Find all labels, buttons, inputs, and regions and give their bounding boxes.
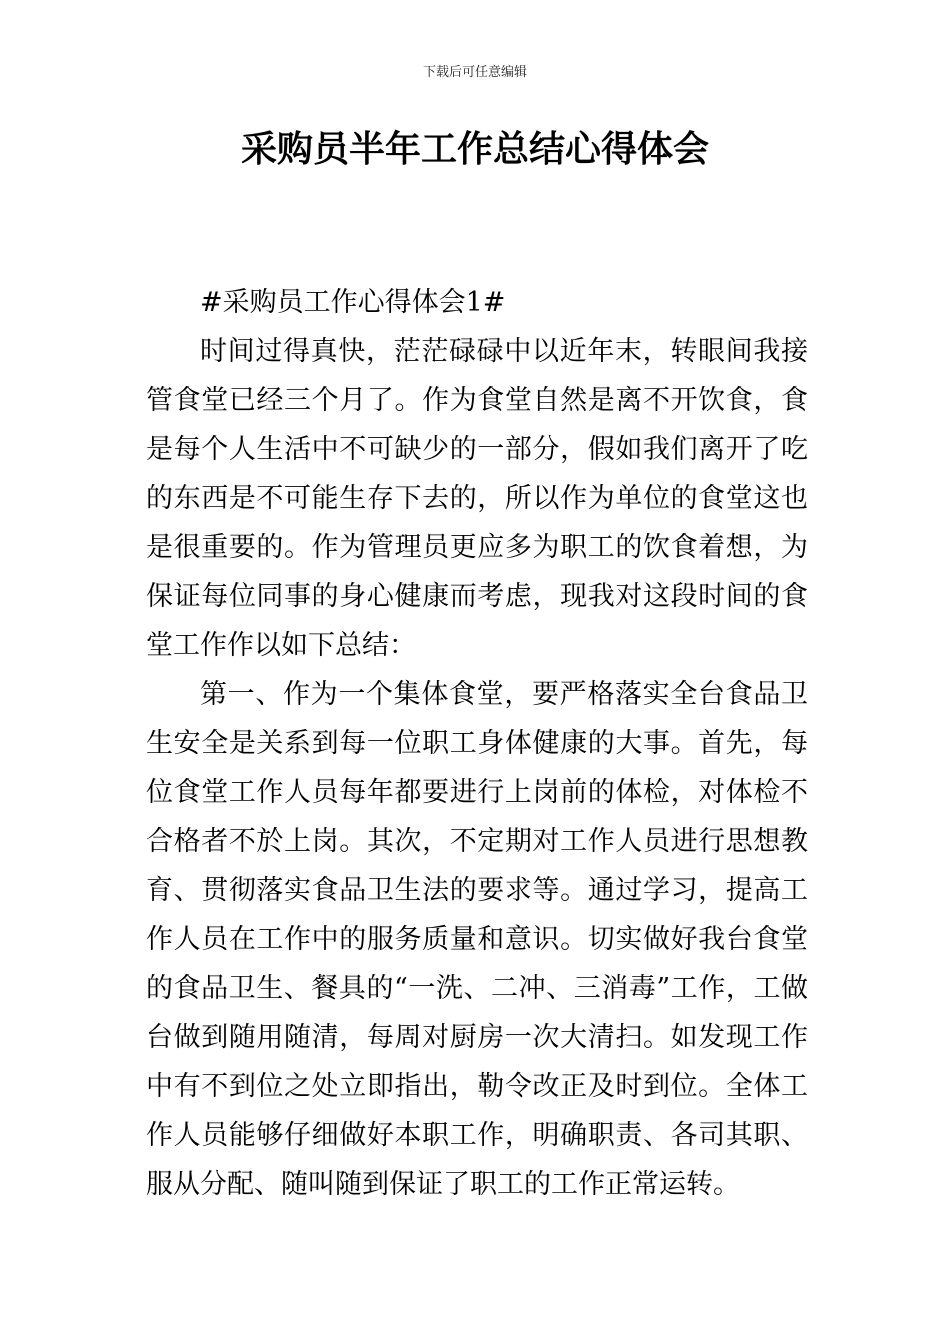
- document-body: [146, 278, 808, 1209]
- section-heading: #采购员工作心得体会1#: [200, 287, 506, 318]
- document-title: 采购员半年工作总结心得体会: [240, 129, 709, 170]
- header-note: 下载后可任意编辑: [422, 65, 527, 80]
- body-paragraph: 时间过得真快，茫茫碌碌中以近年末，转眼间我接管食堂已经三个月了。作为食堂自然是离不开饮食，食是每个人生活中不可缺少的一部分，假如我们离开了吃的东西是不可能生存下去的，所以作为单位的食堂这也是很重要的。作为管理员更应多为职工的饮食着想，为保证每位同事的身心健康而考虑，现我对这段时间的食堂工作作以如下总结：: [146, 336, 808, 661]
- body-paragraph: 第一、作为一个集体食堂，要严格落实全台食品卫生安全是关系到每一位职工身体健康的大事。首先，每位食堂工作人员每年都要进行上岗前的体检，对体检不合格者不於上岗。其次，不定期对工作人员进行思想教育、贯彻落实食品卫生法的要求等。通过学习，提高工作人员在工作中的服务质量和意识。切实做好我台食堂的食品卫生、餐具的“一洗、二冲、三消毒”工作，工做台做到随用随清，每周对厨房一次大清扫。如发现工作中有不到位之处立即指出，勒令改正及时到位。全体工作人员能够仔细做好本职工作，明确职责、各司其职、服从分配、随叫随到保证了职工的工作正常运转。: [146, 679, 808, 1200]
